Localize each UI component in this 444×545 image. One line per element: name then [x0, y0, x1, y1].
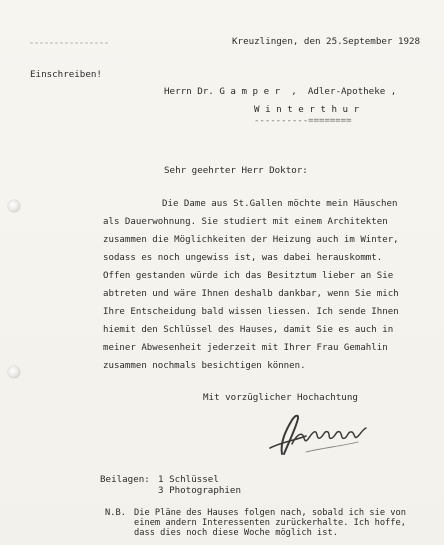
- body-line: meiner Abwesenheit jederzeit mit Ihrer Frau Gemahlin: [103, 343, 388, 353]
- recipient-city-underline: ----------========: [254, 116, 352, 126]
- handwritten-signature: [262, 408, 372, 458]
- postscript-line: dass dies noch diese Woche möglich ist.: [134, 528, 338, 538]
- recipient-city: W i n t e r t h u r: [254, 104, 360, 115]
- punch-hole: [8, 200, 20, 212]
- body-line: Offen gestanden würde ich das Besitztum lieber an Sie: [103, 271, 394, 281]
- body-line: Ihre Entscheidung bald wissen liessen. Ich sende Ihnen: [103, 307, 399, 317]
- enclosure-item: 1 Schlüssel: [158, 474, 219, 485]
- postscript-line: Die Pläne des Hauses folgen nach, sobald ich sie von: [134, 508, 406, 518]
- body-line: als Dauerwohnung. Sie studiert mit einem Architekten: [103, 217, 388, 227]
- body-line: sodass es noch ungewiss ist, was dabei herauskommt.: [103, 253, 383, 263]
- postscript-label: N.B.: [105, 508, 126, 518]
- recipient-line-1: Herrn Dr. G a m p e r , Adler-Apotheke ,: [164, 86, 397, 97]
- place-date: Kreuzlingen, den 25.September 1928: [232, 36, 421, 47]
- body-line: zusammen nochmals besichtigen können.: [103, 361, 306, 371]
- closing: Mit vorzüglicher Hochachtung: [203, 392, 358, 403]
- punch-hole: [8, 366, 20, 378]
- salutation: Sehr geehrter Herr Doktor:: [164, 165, 308, 176]
- enclosure-item: 3 Photographien: [158, 485, 241, 496]
- body-line: zusammen die Möglichkeiten der Heizung auch im Winter,: [103, 235, 399, 245]
- postscript-line: einem andern Interessenten zurückerhalte. Ich hoffe,: [134, 518, 406, 528]
- enclosures-label: Beilagen:: [100, 474, 150, 485]
- faint-letterhead-mark: [30, 42, 110, 44]
- registered-mail-note: Einschreiben!: [30, 69, 102, 80]
- body-line: hiemit den Schlüssel des Hauses, damit Sie es auch in: [103, 325, 394, 335]
- body-line: abtreten und wäre Ihnen deshalb dankbar, wenn Sie mich: [103, 289, 399, 299]
- body-line: Die Dame aus St.Gallen möchte mein Häuschen: [162, 199, 398, 209]
